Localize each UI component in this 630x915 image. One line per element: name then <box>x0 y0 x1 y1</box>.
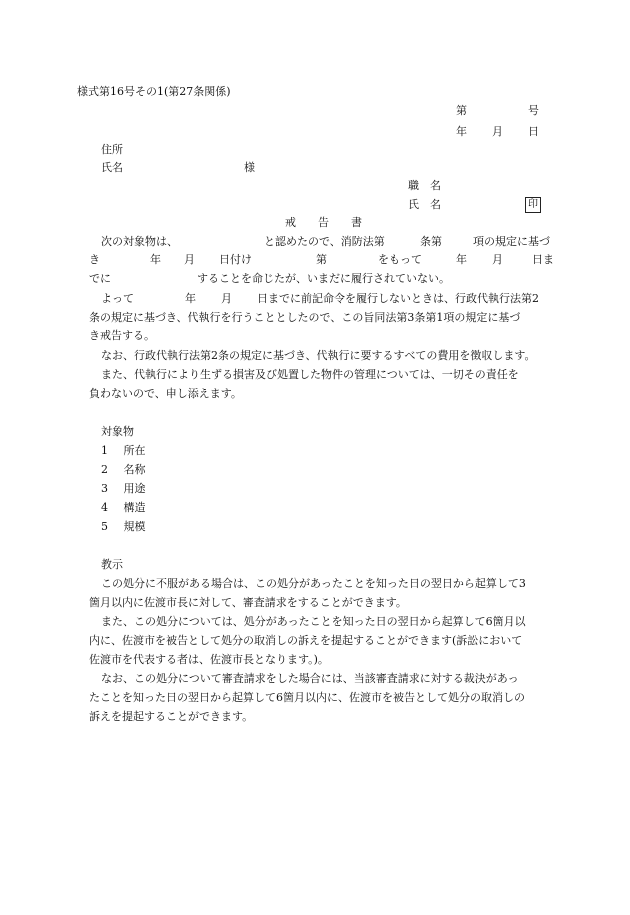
p2-line1-c: 月 <box>221 292 232 305</box>
p4-line2: 負わないので、申し添えます。 <box>89 387 242 400</box>
object-item-number: 1 <box>101 444 108 457</box>
p3-line: なお、行政代執行法第2条の規定に基づき、代執行に要するすべての費用を徴収します。 <box>101 349 536 362</box>
seal-text: 印 <box>525 197 541 213</box>
date-month: 月 <box>492 125 503 138</box>
p1-line3-b: することを命じたが、いまだに履行されていない。 <box>197 272 450 285</box>
recipient-address-label: 住所 <box>101 143 123 156</box>
object-item <box>101 464 146 475</box>
p1-line2-b: 年 <box>150 253 161 266</box>
notice-2-line3: 佐渡市を代表する者は、佐渡市長となります。)。 <box>89 653 329 666</box>
p1-line1-d: 項の規定に基づ <box>473 235 550 248</box>
recipient-honorific: 様 <box>244 161 255 174</box>
p2-line1-b: 年 <box>185 292 196 305</box>
notice-3-line2: たことを知った日の翌日から起算して6箇月以内に、佐渡市を被告として処分の取消しの <box>89 691 525 704</box>
recipient-name-label: 氏名 <box>101 161 123 174</box>
p1-line1-c: 条第 <box>420 235 442 248</box>
notice-3-line3: 訴えを提起することができます。 <box>89 710 254 723</box>
document-title: 戒 告 書 <box>285 216 362 229</box>
p1-line1-b: と認めたので、消防法第 <box>264 235 385 248</box>
number-go: 号 <box>528 104 539 117</box>
p1-line2-f: をもって <box>378 253 422 266</box>
object-item-number: 2 <box>101 463 108 476</box>
p1-line2-d: 日付け <box>219 253 252 266</box>
p2-line1-a: よって <box>101 292 134 305</box>
p1-line3-a: でに <box>89 272 111 285</box>
object-item-label: 所在 <box>123 444 146 457</box>
p2-line1-d: 日までに前記命令を履行しないときは、行政代執行法第2 <box>257 292 539 305</box>
object-item-number: 3 <box>101 482 108 495</box>
notice-heading: 教示 <box>101 558 123 571</box>
number-dai: 第 <box>456 104 467 117</box>
seal-mark <box>525 197 541 213</box>
p4-line1: また、代執行により生ずる損害及び処置した物件の管理については、一切その責任を <box>101 368 519 381</box>
p1-line2-c: 月 <box>184 253 195 266</box>
notice-1-line2: 箇月以内に佐渡市長に対して、審査請求をすることができます。 <box>89 596 407 609</box>
object-item <box>101 502 146 513</box>
p1-line2-g: 年 <box>456 253 467 266</box>
p2-line2: 条の規定に基づき、代執行を行うこととしたので、この旨同法第3条第1項の規定に基づ <box>89 311 521 324</box>
object-item <box>101 483 146 494</box>
issuer-title-label: 職 名 <box>408 179 441 192</box>
notice-2-line2: 内に、佐渡市を被告として処分の取消しの訴えを提起することができます(訴訟において <box>89 634 523 647</box>
object-item-label: 構造 <box>123 501 146 514</box>
date-year: 年 <box>456 125 467 138</box>
object-item-number: 5 <box>101 520 108 533</box>
date-day: 日 <box>528 125 539 138</box>
p2-line3: き戒告する。 <box>89 329 155 342</box>
object-item-label: 名称 <box>123 463 146 476</box>
notice-3-line1: なお、この処分について審査請求をした場合には、当該審査請求に対する裁決があっ <box>101 672 519 685</box>
object-item-label: 規模 <box>123 520 146 533</box>
p1-line2-a: き <box>89 253 100 266</box>
p1-line2-h: 月 <box>492 253 503 266</box>
object-item <box>101 521 146 532</box>
notice-1-line1: この処分に不服がある場合は、この処分があったことを知った日の翌日から起算して3 <box>101 577 526 590</box>
p1-line1-a: 次の対象物は、 <box>101 235 178 248</box>
object-heading: 対象物 <box>101 425 134 438</box>
notice-2-line1: また、この処分については、処分があったことを知った日の翌日から起算して6箇月以 <box>101 615 526 628</box>
issuer-name-label: 氏 名 <box>408 198 441 211</box>
form-title: 様式第16号その1(第27条関係) <box>77 85 231 98</box>
object-item-number: 4 <box>101 501 108 514</box>
p1-line2-e: 第 <box>316 253 327 266</box>
object-item-label: 用途 <box>123 482 146 495</box>
object-item <box>101 445 146 456</box>
p1-line2-i: 日ま <box>532 253 554 266</box>
